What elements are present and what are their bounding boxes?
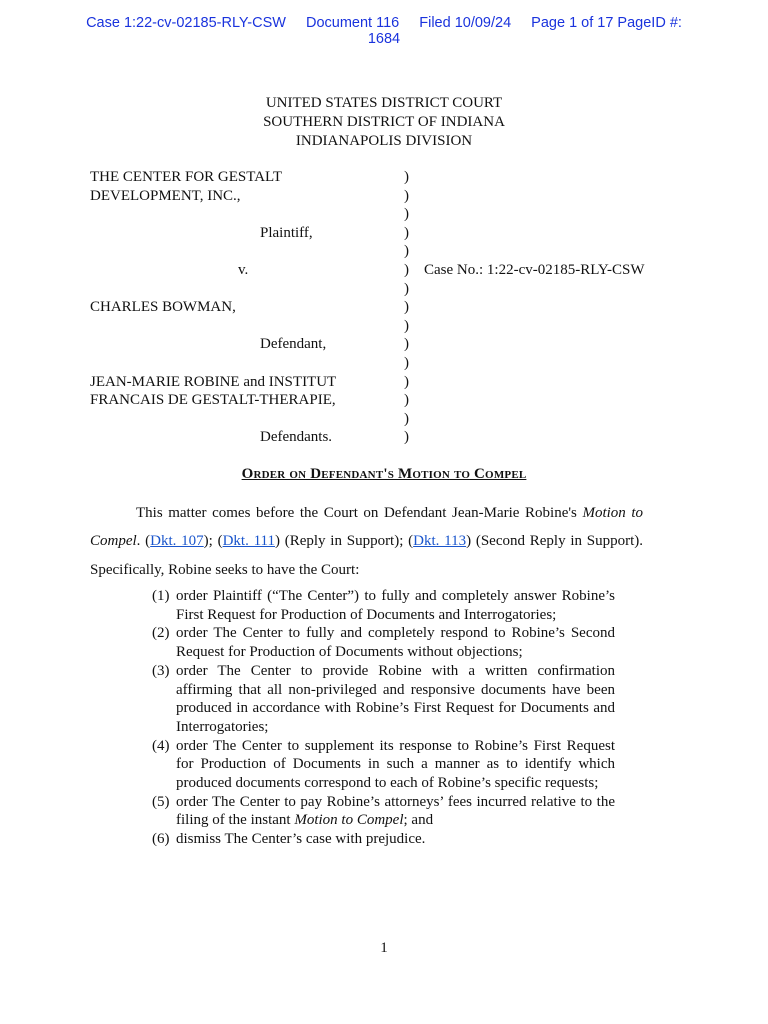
case-number: Case No.: 1:22-cv-02185-RLY-CSW — [424, 261, 645, 278]
caption-paren: ) — [404, 169, 409, 185]
intro-text-3: ); ( — [203, 533, 223, 550]
list-item — [150, 737, 615, 793]
ecf-header — [60, 15, 708, 47]
list-item — [150, 793, 615, 830]
intro-paragraph — [90, 499, 643, 584]
caption-paren: ) — [404, 354, 409, 371]
list-item-number: (3) — [152, 662, 170, 679]
caption-paren: ) — [404, 261, 409, 278]
intro-text-5: ) (Second Reply in Support). Specifically, Robine seeks to have the Court: — [90, 533, 643, 578]
caption-paren: ) — [404, 206, 409, 223]
list-item-text: order The Center to provide Robine with a written confirmation affirming that all non-privileged and responsive documents have been produced in accordance with Robine’s First Request for Documents and Interrogatories; — [176, 662, 615, 735]
order-title: Order on Defendant's Motion to Compel — [241, 466, 527, 482]
request-list — [150, 587, 615, 849]
case-caption — [90, 168, 690, 447]
list-item-number: (6) — [152, 831, 170, 848]
defendant-1-name: CHARLES BOWMAN, — [90, 299, 236, 316]
header-page-id: 1684 — [367, 31, 401, 47]
list-item — [150, 662, 615, 737]
header-filed-date: Filed 10/09/24 — [419, 15, 512, 31]
page-number: 1 — [380, 940, 388, 956]
list-item — [150, 624, 615, 661]
list-item-text: order The Center to supplement its response to Robine’s First Request for Production of Documents in such a manner as to identify which produced documents correspond to each of Robine’s specific requests; — [176, 737, 615, 792]
motion-title: Motion to Compel — [294, 812, 404, 829]
caption-paren: ) — [404, 429, 409, 446]
intro-text-1: This matter comes before the Court on Defendant Jean-Marie Robine's — [136, 505, 577, 521]
list-item-number: (4) — [152, 737, 170, 754]
list-item-text: order The Center to fully and completely respond to Robine’s Second Request for Production of Documents without objections; — [176, 625, 615, 661]
list-item-number: (1) — [152, 588, 170, 604]
defendants-label: Defendants. — [260, 429, 333, 446]
caption-paren: ) — [404, 336, 409, 353]
plaintiff-label: Plaintiff, — [260, 224, 313, 241]
plaintiff-name-line-2: DEVELOPMENT, INC., — [90, 187, 241, 204]
caption-paren: ) — [404, 317, 409, 334]
dkt-113-link[interactable]: Dkt. 113 — [413, 533, 467, 550]
list-item-text: order The Center to pay Robine’s attorneys’ fees incurred relative to the filing of the instant — [176, 793, 615, 829]
header-case-number: Case 1:22-cv-02185-RLY-CSW — [86, 15, 286, 31]
list-item-number: (5) — [152, 793, 170, 810]
court-heading — [0, 94, 768, 151]
caption-paren: ) — [404, 392, 409, 409]
header-document: Document 116 — [305, 15, 400, 31]
caption-paren: ) — [404, 410, 409, 427]
defendant-label: Defendant, — [260, 336, 327, 353]
list-item-number: (2) — [152, 625, 170, 642]
dkt-111-link[interactable]: Dkt. 111 — [222, 533, 275, 550]
intro-text-2: . ( — [136, 533, 151, 550]
header-page-info: Page 1 of 17 PageID #: — [531, 15, 682, 31]
dkt-107-link[interactable]: Dkt. 107 — [150, 533, 204, 550]
list-item-text: dismiss The Center’s case with prejudice. — [176, 831, 426, 848]
list-item — [150, 830, 615, 849]
caption-paren: ) — [404, 280, 409, 297]
caption-paren: ) — [404, 187, 409, 204]
list-item — [150, 587, 615, 624]
versus: v. — [238, 261, 249, 278]
intro-text-4: ) (Reply in Support); ( — [274, 533, 414, 550]
plaintiff-name-line-1: THE CENTER FOR GESTALT — [90, 169, 282, 185]
court-line-3: INDIANAPOLIS DIVISION — [295, 133, 473, 149]
motion-title: Motion to Compel — [90, 505, 644, 550]
caption-paren: ) — [404, 243, 409, 260]
court-line-1: UNITED STATES DISTRICT COURT — [265, 95, 503, 111]
defendant-2-name-line-2: FRANCAIS DE GESTALT-THERAPIE, — [90, 392, 336, 409]
caption-paren: ) — [404, 373, 409, 390]
list-item-text: order Plaintiff (“The Center”) to fully and completely answer Robine’s First Request for Production of Documents and Interrogatories; — [176, 588, 615, 623]
caption-paren: ) — [404, 299, 409, 316]
court-line-2: SOUTHERN DISTRICT OF INDIANA — [263, 114, 505, 130]
list-item-text: ; and — [403, 812, 434, 829]
caption-paren: ) — [404, 224, 409, 241]
defendant-2-name-line-1: JEAN-MARIE ROBINE and INSTITUT — [90, 373, 337, 390]
